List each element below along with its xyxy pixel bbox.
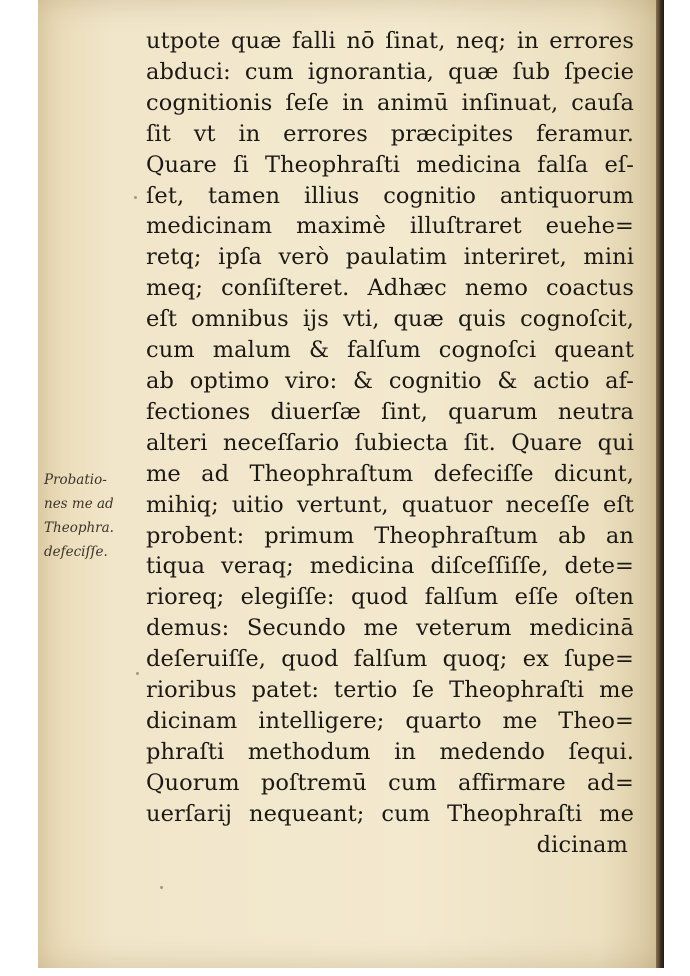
text-line: medicinam maximè illuſtraret euehe= <box>146 213 634 240</box>
text-line: ab optimo viro: & cognitio & actio af- <box>146 367 634 394</box>
text-line: Quare ſi Theophraſti medicina falſa eſ- <box>146 151 634 178</box>
main-text-block <box>146 26 634 860</box>
text-line: mihiq; uitio vertunt, quatuor neceſſe eſt <box>146 491 634 518</box>
page-edge-shadow <box>656 0 664 968</box>
margin-note-line: defeciſſe. <box>44 544 108 560</box>
text-line: ſet, tamen illius cognitio antiquorum <box>146 182 634 209</box>
text-line: meq; conſiſteret. Adhæc nemo coactus <box>146 275 634 302</box>
text-line: ſit vt in errores præcipites feramur. <box>146 120 634 147</box>
text-line: cognitionis ſeſe in animū inſinuat, cauſa <box>146 89 634 116</box>
text-line: demus: Secundo me veterum medicinā <box>146 615 634 642</box>
margin-note-line: Theophra. <box>44 520 114 536</box>
text-line: Quorum poſtremū cum affirmare ad= <box>146 769 634 796</box>
margin-note-line: Probatio- <box>44 472 107 488</box>
paper-speck <box>160 886 163 889</box>
text-line: alteri neceſſario ſubiecta ſit. Quare qui <box>146 429 634 456</box>
text-line: tiqua veraq; medicina diſceſſiſſe, dete= <box>146 553 634 580</box>
text-line: phraſti methodum in medendo ſequi. <box>146 738 634 765</box>
text-line: abduci: cum ignorantia, quæ ſub ſpecie <box>146 58 634 85</box>
text-line: eſt omnibus ijs vti, quæ quis cognoſcit, <box>146 306 634 333</box>
text-line: rioribus patet: tertio ſe Theophraſti me <box>146 677 634 704</box>
text-line: probent: primum Theophraſtum ab an <box>146 522 634 549</box>
text-line: dicinam intelligere; quarto me Theo= <box>146 707 634 734</box>
text-line: utpote quæ falli nō ſinat, neq; in errores <box>146 28 634 54</box>
text-line: me ad Theophraſtum defeciſſe dicunt, <box>146 460 634 487</box>
paper-speck <box>136 672 139 675</box>
catchword: dicinam <box>536 831 628 858</box>
text-line: uerſarij nequeant; cum Theophraſti me <box>146 800 634 827</box>
margin-note <box>44 468 144 564</box>
paper-speck <box>134 196 137 199</box>
margin-note-line: nes me ad <box>44 496 114 512</box>
text-line: cum malum & falſum cognoſci queant <box>146 337 634 364</box>
text-line: fectiones diuerſæ ſint, quarum neutra <box>146 398 634 425</box>
text-line: retq; ipſa verò paulatim interiret, mini <box>146 244 634 271</box>
text-line: deſeruiſſe, quod falſum quoq; ex ſupe= <box>146 646 634 673</box>
text-line: rioreq; elegiſſe: quod falſum eſſe oſten <box>146 584 634 611</box>
